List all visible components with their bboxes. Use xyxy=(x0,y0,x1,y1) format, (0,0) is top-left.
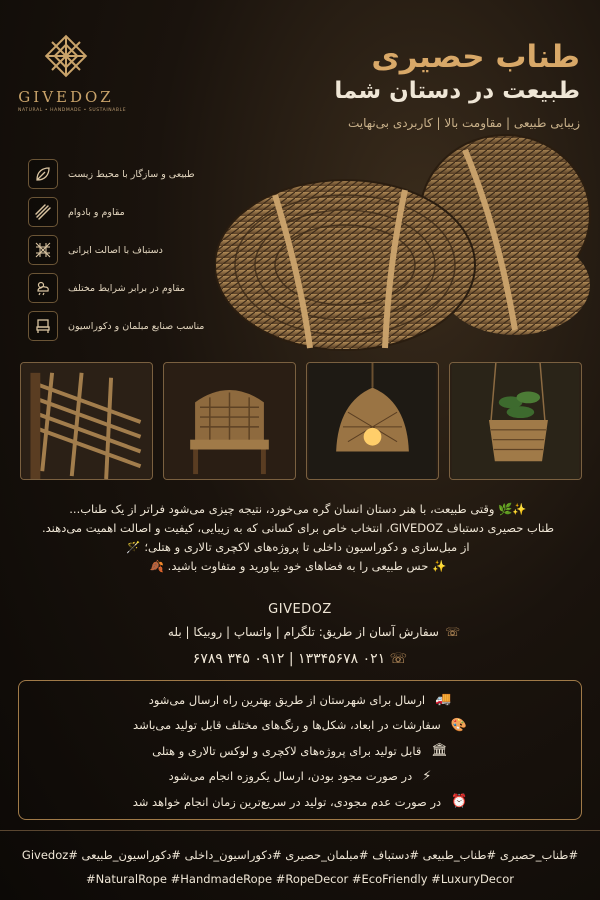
feature-label: مقاوم و بادوام xyxy=(68,206,125,218)
info-row xyxy=(33,789,567,815)
leaf-icon xyxy=(28,159,58,189)
feature-label: طبیعی و سازگار با محیط زیست xyxy=(68,168,195,180)
thumbnail-hanging-planter[interactable] xyxy=(449,362,582,480)
phone-separator: | xyxy=(288,651,294,667)
info-text: در صورت مجود بودن، ارسال یکروزه انجام می‌شود xyxy=(168,769,413,784)
page-subtitle: طبیعت در دستان شما xyxy=(334,78,580,105)
logo-emblem-icon xyxy=(40,30,92,82)
phone-icon: ☏ xyxy=(389,651,408,667)
phone-landline[interactable]: ۰۲۱ ۱۳۳۴۵۶۷۸ xyxy=(298,651,386,667)
rope-strength-icon xyxy=(28,197,58,227)
info-text: ارسال برای شهرستان از طریق بهترین راه ارسال می‌شود xyxy=(148,692,426,707)
description-line: طناب حصیری دستباف GIVEDOZ، انتخاب خاص برای کسانی که به زیبایی، کیفیت و اصالت اهمیت می‌دهند. xyxy=(41,521,554,535)
info-row xyxy=(33,764,567,790)
feature-label: مناسب صنایع مبلمان و دکوراسیون xyxy=(68,320,205,332)
header xyxy=(220,40,580,130)
delivery-truck-icon: 🚚 xyxy=(435,692,452,708)
info-box xyxy=(18,680,582,820)
thumbnail-woven-lamp[interactable] xyxy=(306,362,439,480)
weave-icon xyxy=(28,235,58,265)
alarm-clock-icon: ⏰ xyxy=(451,794,468,810)
order-text: سفارش آسان از طریق: تلگرام | واتساپ | روبیکا | بله xyxy=(167,625,439,639)
hashtags-persian[interactable]: #طناب_حصیری #طناب_طبیعی #دستباف #مبلمان_حصیری #دکوراسیون_داخلی #دکوراسیون_طبیعی #Givedoz xyxy=(21,848,579,862)
product-gallery xyxy=(20,362,582,480)
chair-icon xyxy=(28,311,58,341)
info-row xyxy=(33,687,567,713)
info-text: قابل تولید برای پروژه‌های لاکچری و لوکس تالاری و هتلی xyxy=(152,743,422,758)
feature-label: دستباف با اصالت ایرانی xyxy=(68,244,163,256)
phone-numbers xyxy=(0,651,600,667)
divider xyxy=(0,830,600,831)
weather-icon xyxy=(28,273,58,303)
phone-icon: ☏ xyxy=(444,625,460,639)
palette-icon: 🎨 xyxy=(450,717,467,733)
page-title: طناب حصیری xyxy=(371,39,580,75)
lightning-icon: ⚡ xyxy=(422,768,432,784)
brand-logo[interactable] xyxy=(18,30,127,113)
slogan: زیبایی طبیعی | مقاومت بالا | کاربردی بی‌نهایت xyxy=(348,116,580,131)
info-text: در صورت عدم مجودی، تولید در سریع‌ترین زمان انجام خواهد شد xyxy=(132,794,442,809)
building-icon: 🏛 xyxy=(431,743,448,759)
description-line: ✨ حس طبیعی را به فضاهای خود بیاورید و متفاوت باشید. 🍂 xyxy=(149,559,447,573)
brand-name: GIVEDOZ xyxy=(18,88,114,106)
brand-tagline: NATURAL • HANDMADE • SUSTAINABLE xyxy=(18,108,127,113)
thumbnail-rope-chair[interactable] xyxy=(20,362,153,480)
info-text: سفارشات در ابعاد، شکل‌ها و رنگ‌های مختلف قابل تولید می‌باشد xyxy=(133,718,441,733)
description-line: از مبل‌سازی و دکوراسیون داخلی تا پروژه‌های لاکچری تالاری و هتلی؛ 🪄 xyxy=(126,540,470,554)
description-line: ✨🌿 وقتی طبیعت، با هنر دستان انسان گره می‌خورد، نتیجه چیزی می‌شود فراتر از یک طناب... xyxy=(69,502,527,516)
hashtags-english[interactable]: #NaturalRope #HandmadeRope #RopeDecor #EcoFriendly #LuxuryDecor xyxy=(86,872,514,886)
feature-label: مقاوم در برابر شرایط مختلف xyxy=(68,282,186,294)
phone-mobile[interactable]: ۰۹۱۲ ۳۴۵ ۶۷۸۹ xyxy=(192,651,285,667)
description xyxy=(18,500,578,576)
contact-brand: GIVEDOZ xyxy=(268,602,332,617)
order-channels xyxy=(168,625,460,639)
rope-coils-image xyxy=(215,120,595,360)
info-row xyxy=(33,713,567,739)
hashtags xyxy=(0,843,600,891)
info-row xyxy=(33,738,567,764)
thumbnail-woven-armchair[interactable] xyxy=(163,362,296,480)
